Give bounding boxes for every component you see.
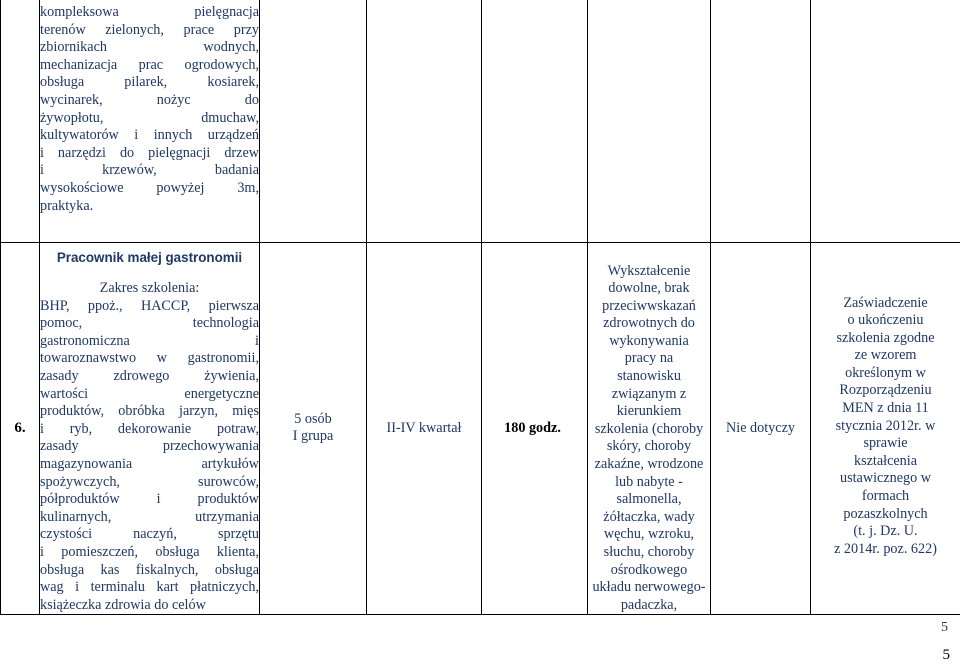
text-line: czystości naczyń, sprzętu xyxy=(40,526,259,543)
text-line: stycznia 2012r. w xyxy=(835,417,936,434)
text-line: pracy na xyxy=(624,350,674,367)
text-line: określonym w xyxy=(845,364,926,381)
text-line: pomoc, technologia xyxy=(40,315,259,332)
text-line: gastronomiczna i xyxy=(40,332,259,349)
text-line: ustawicznego w xyxy=(839,470,931,487)
text-line: mechanizacja prac ogrodowych, xyxy=(40,56,259,73)
hours-cell xyxy=(482,0,588,242)
text-line: obsługa kas fiskalnych, obsługa xyxy=(40,561,259,578)
hours-cell xyxy=(482,242,588,615)
period-cell xyxy=(367,242,482,615)
text-line: szkolenia zgodne xyxy=(836,329,935,346)
text-line: i pomieszczeń, obsługa klienta, xyxy=(40,544,259,560)
text-line: Zaświadczenie xyxy=(843,294,928,311)
not-applicable-cell xyxy=(711,0,811,242)
text-line: zdrowotnych do xyxy=(603,315,695,332)
text-line: związanym z xyxy=(611,385,687,402)
not-applicable-cell xyxy=(711,242,811,615)
participants-cell xyxy=(260,0,367,242)
text-line: padaczka, xyxy=(620,596,678,613)
text-line: Wykształcenie xyxy=(607,262,691,279)
text-line: salmonella, xyxy=(616,491,682,508)
table-row-item-6 xyxy=(1,242,960,615)
text-line: wycinarek, nożyc do xyxy=(40,91,259,108)
text-line: lub nabyte - xyxy=(615,473,683,490)
text-line: kierunkiem xyxy=(616,403,682,420)
number-cell xyxy=(1,0,40,242)
page-number-small: 5 xyxy=(941,620,948,635)
text-line: wag i terminalu kart płatniczych, xyxy=(40,579,259,596)
text-line: węchu, wzroku, xyxy=(603,526,695,543)
text-line: żółtaczka, wady xyxy=(603,508,695,525)
text-line: wysokościowe powyżej 3m, xyxy=(40,179,259,196)
text-line: dowolne, brak xyxy=(608,280,690,297)
text-line: układu nerwowego- xyxy=(592,579,706,596)
text-line: towaroznawstwo w gastronomii, xyxy=(40,350,259,367)
text-line: wartości energetyczne xyxy=(40,385,259,402)
text-line: magazynowania artykułów xyxy=(40,456,259,473)
text-line: sprawie xyxy=(863,435,908,452)
period-cell xyxy=(367,0,482,242)
text-line: zakaźne, wrodzone xyxy=(594,456,704,473)
course-title: Pracownik małej gastronomii xyxy=(56,249,243,265)
requirements-cell xyxy=(588,0,711,242)
row-number xyxy=(1,242,40,615)
text-line: terenów zielonych, prace przy xyxy=(40,21,259,38)
text-line: i narzędzi do pielęgnacji drzew xyxy=(40,144,259,161)
text-line: praktyka. xyxy=(40,197,94,214)
participants-count: 5 osób xyxy=(294,410,332,427)
text-line: Rozporządzeniu xyxy=(839,382,932,399)
text-line: książeczka zdrowia do celów xyxy=(40,596,206,613)
participants-group: I grupa xyxy=(292,428,334,445)
requirements-text xyxy=(588,263,710,615)
requirements-cell xyxy=(588,242,711,615)
text-line: przeciwwskazań xyxy=(602,297,696,314)
table-row-continuation xyxy=(1,0,960,242)
text-line: skóry, choroby xyxy=(606,438,692,455)
certificate-text xyxy=(811,295,960,559)
text-line: żywopłotu, dmuchaw, xyxy=(40,109,259,126)
text-line: szkolenia (choroby xyxy=(594,420,704,437)
hours-text: 180 godz. xyxy=(504,419,561,436)
text-line: spożywczych, surowców, xyxy=(40,473,259,490)
text-line: kulinarnych, utrzymania xyxy=(40,508,259,525)
text-line: zasady przechowywania xyxy=(40,438,259,455)
text-line: o ukończeniu xyxy=(847,312,924,329)
text-line: zbiornikach wodnych, xyxy=(40,39,259,56)
text-line: produktów, obróbka jarzyn, mięs xyxy=(40,403,259,420)
not-applicable-text: Nie dotyczy xyxy=(726,419,795,436)
text-line: wykonywania xyxy=(609,332,689,349)
text-line: ze wzorem xyxy=(854,347,917,364)
text-line: półproduktów i produktów xyxy=(40,491,259,508)
row-number-text: 6. xyxy=(14,419,26,436)
text-line: (t. j. Dz. U. xyxy=(853,523,918,540)
scope-heading: Zakres szkolenia: xyxy=(99,280,200,297)
certificate-cell xyxy=(811,0,960,242)
text-line: kompleksowa pielęgnacja xyxy=(40,4,259,20)
text-line: kultywatorów i innych urządzeń xyxy=(40,127,259,144)
scope-cell xyxy=(40,242,260,615)
text-line: obsługa pilarek, kosiarek, xyxy=(40,74,259,91)
text-line: kształcenia xyxy=(853,452,918,469)
text-line: stanowisku xyxy=(617,368,681,385)
text-line: zasady zdrowego żywienia, xyxy=(40,368,259,385)
text-line: z 2014r. poz. 622) xyxy=(834,540,937,557)
participants-cell xyxy=(260,242,367,615)
text-line: i krzewów, badania xyxy=(40,162,259,179)
period-text: II-IV kwartał xyxy=(386,419,462,436)
certificate-cell xyxy=(811,242,960,615)
text-line: MEN z dnia 11 xyxy=(842,400,929,417)
text-line: pozaszkolnych xyxy=(843,505,928,522)
page-number: 5 xyxy=(942,647,950,663)
scope-text xyxy=(40,298,259,615)
scope-text xyxy=(40,4,259,215)
text-line: ośrodkowego xyxy=(610,561,688,578)
text-line: BHP, ppoż., HACCP, pierwsza xyxy=(40,297,259,314)
scope-cell xyxy=(40,0,260,242)
text-line: słuchu, choroby xyxy=(603,544,695,560)
text-line: formach xyxy=(861,488,910,505)
text-line: i ryb, dekorowanie potraw, xyxy=(40,420,259,437)
